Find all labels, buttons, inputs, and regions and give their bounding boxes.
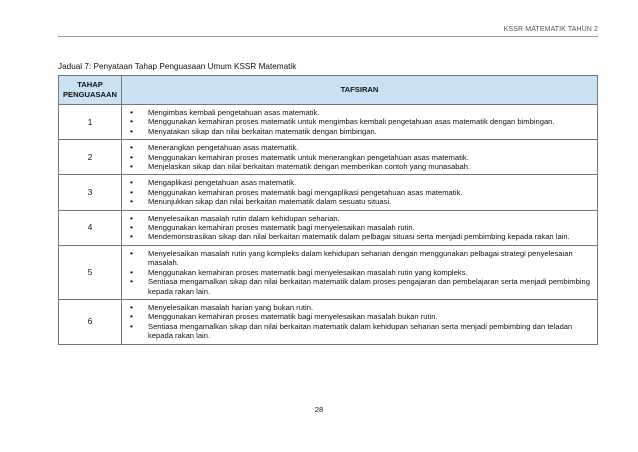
mastery-level-cell: 5	[59, 245, 122, 299]
interpretation-list	[130, 108, 593, 136]
interpretation-bullet: • Mengaplikasi pengetahuan asas matematik.	[130, 178, 593, 187]
column-header-description: TAFSIRAN	[122, 76, 598, 105]
interpretation-list	[130, 214, 593, 242]
table-row	[59, 299, 598, 344]
interpretation-bullet: • Menggunakan kemahiran proses matematik untuk mengimbas kembali pengetahuan asas matematik dengan bimbingan.	[130, 117, 593, 126]
interpretation-cell	[122, 105, 598, 140]
interpretation-bullet: • Menggunakan kemahiran proses matematik bagi menyelesaikan masalah rutin.	[130, 223, 593, 232]
table-row	[59, 210, 598, 245]
mastery-level-table	[58, 75, 598, 345]
interpretation-list	[130, 303, 593, 341]
table-row	[59, 105, 598, 140]
interpretation-bullet: • Menyelesaikan masalah rutin yang kompleks dalam kehidupan seharian dengan menggunakan pelbagai strategi penyelesaian masalah.	[130, 249, 593, 268]
table-body	[59, 105, 598, 345]
table-header-row	[59, 76, 598, 105]
mastery-level-cell: 2	[59, 140, 122, 175]
table-row	[59, 140, 598, 175]
table-row	[59, 175, 598, 210]
interpretation-list	[130, 143, 593, 171]
interpretation-list	[130, 178, 593, 206]
interpretation-bullet: • Menggunakan kemahiran proses matematik untuk menerangkan pengetahuan asas matematik.	[130, 153, 593, 162]
running-header: KSSR MATEMATIK TAHUN 2	[58, 26, 598, 37]
column-header-level	[59, 76, 122, 105]
interpretation-cell	[122, 210, 598, 245]
table-caption: Jadual 7: Penyataan Tahap Penguasaan Umum KSSR Matematik	[58, 62, 297, 71]
interpretation-bullet: • Sentiasa mengamalkan sikap dan nilai berkaitan matematik dalam kehidupan seharian serta menjadi pembimbing dan teladan kepada rakan lain.	[130, 322, 593, 341]
interpretation-bullet: • Menyelesaikan masalah rutin dalam kehidupan seharian.	[130, 214, 593, 223]
mastery-level-cell: 6	[59, 299, 122, 344]
interpretation-bullet: • Menggunakan kemahiran proses matematik bagi menyelesaikan masalah rutin yang kompleks.	[130, 268, 593, 277]
page-number: 28	[314, 405, 324, 414]
interpretation-bullet: • Mengimbas kembali pengetahuan asas matematik.	[130, 108, 593, 117]
interpretation-bullet: • Menggunakan kemahiran proses matematik bagi mengaplikasi pengetahuan asas matematik.	[130, 188, 593, 197]
mastery-level-cell: 3	[59, 175, 122, 210]
interpretation-bullet: • Menyatakan sikap dan nilai berkaitan matematik dengan bimbingan.	[130, 127, 593, 136]
table-row	[59, 245, 598, 299]
interpretation-bullet: • Menggunakan kemahiran proses matematik bagi menyelesaikan masalah bukan rutin.	[130, 312, 593, 321]
interpretation-bullet: • Sentiasa mengamalkan sikap dan nilai berkaitan matematik dalam proses pengajaran dan pembelajaran serta menjadi pembimbing kepada rakan lain.	[130, 277, 593, 296]
interpretation-list	[130, 249, 593, 296]
interpretation-bullet: • Mendemonstrasikan sikap dan nilai berkaitan matematik dalam pelbagai situasi serta menjadi pembimbing kepada rakan lain.	[130, 232, 593, 241]
mastery-level-cell: 1	[59, 105, 122, 140]
interpretation-bullet: • Menjelaskan sikap dan nilai berkaitan matematik dengan memberikan contoh yang munasabah.	[130, 162, 593, 171]
interpretation-bullet: • Menyelesaikan masalah harian yang bukan rutin.	[130, 303, 593, 312]
interpretation-bullet: • Menunjukkan sikap dan nilai berkaitan matematik dalam sesuatu situasi.	[130, 197, 593, 206]
column-header-level-line2: PENGUASAAN	[62, 90, 117, 99]
mastery-level-cell: 4	[59, 210, 122, 245]
column-header-level-line1: TAHAP	[77, 80, 103, 89]
interpretation-cell	[122, 140, 598, 175]
interpretation-bullet: • Menerangkan pengetahuan asas matematik.	[130, 143, 593, 152]
interpretation-cell	[122, 175, 598, 210]
interpretation-cell	[122, 245, 598, 299]
interpretation-cell	[122, 299, 598, 344]
